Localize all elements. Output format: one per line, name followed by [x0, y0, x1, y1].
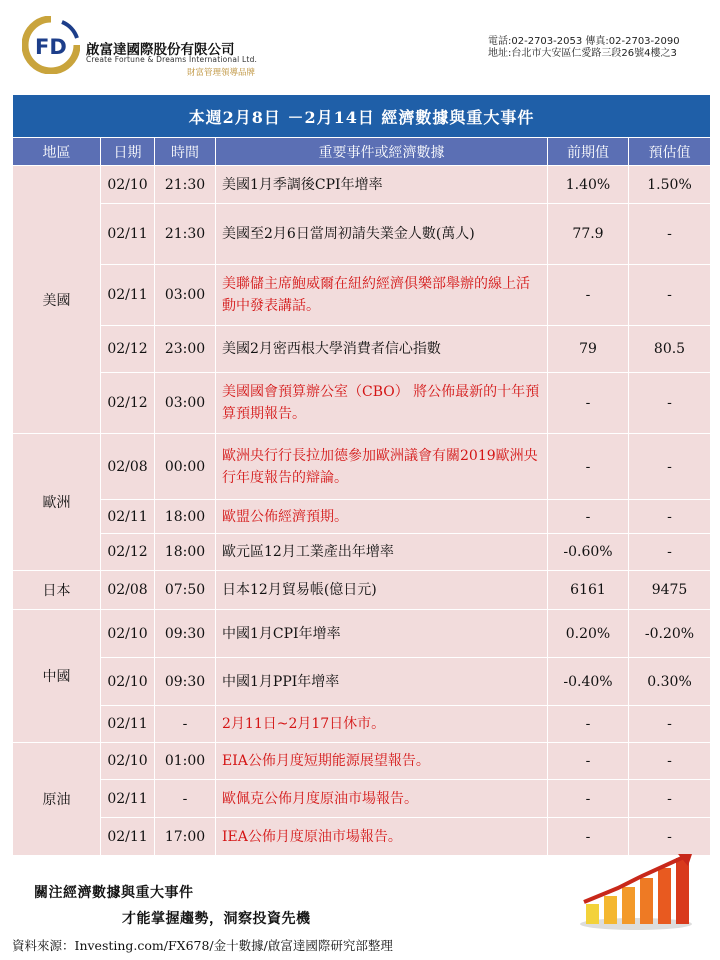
forecast-value-cell: -	[629, 373, 711, 434]
column-header: 預估值	[629, 138, 711, 166]
column-header: 日期	[101, 138, 155, 166]
date-cell: 02/10	[101, 658, 155, 706]
table-row	[13, 743, 711, 780]
forecast-value-cell: 1.50%	[629, 166, 711, 204]
time-cell: 23:00	[155, 326, 216, 373]
previous-value-cell: 79	[548, 326, 629, 373]
date-cell: 02/12	[101, 373, 155, 434]
time-cell: 01:00	[155, 743, 216, 780]
previous-value-cell: -	[548, 373, 629, 434]
date-cell: 02/11	[101, 500, 155, 534]
table-body	[13, 166, 711, 856]
contact-address: 地址:台北市大安區仁愛路三段26號4樓之3	[488, 48, 677, 59]
event-cell: EIA公佈月度短期能源展望報告。	[216, 743, 548, 780]
date-cell: 02/11	[101, 204, 155, 265]
date-cell: 02/11	[101, 265, 155, 326]
region-cell: 中國	[13, 610, 101, 743]
previous-value-cell: 1.40%	[548, 166, 629, 204]
previous-value-cell: -0.40%	[548, 658, 629, 706]
column-header: 重要事件或經濟數據	[216, 138, 548, 166]
time-cell: 18:00	[155, 534, 216, 571]
event-cell: IEA公佈月度原油市場報告。	[216, 818, 548, 856]
forecast-value-cell: -	[629, 706, 711, 743]
source-note: 資料來源：Investing.com/FX678/金十數據/啟富達國際研究部整理	[12, 938, 393, 953]
date-cell: 02/10	[101, 743, 155, 780]
time-cell: 00:00	[155, 434, 216, 500]
table-row	[13, 706, 711, 743]
previous-value-cell: -	[548, 780, 629, 818]
footer-slogan-2: 才能掌握趨勢，洞察投資先機	[122, 911, 311, 927]
table-row	[13, 571, 711, 610]
column-header: 地區	[13, 138, 101, 166]
event-cell: 美國2月密西根大學消費者信心指數	[216, 326, 548, 373]
date-cell: 02/12	[101, 326, 155, 373]
table-row	[13, 326, 711, 373]
company-name-cn: 啟富達國際股份有限公司	[86, 42, 235, 58]
time-cell: 21:30	[155, 204, 216, 265]
event-cell: 美國1月季調後CPI年增率	[216, 166, 548, 204]
forecast-value-cell: -	[629, 818, 711, 856]
previous-value-cell: -	[548, 743, 629, 780]
date-cell: 02/11	[101, 706, 155, 743]
forecast-value-cell: -	[629, 265, 711, 326]
page-header	[0, 0, 720, 90]
date-cell: 02/08	[101, 571, 155, 610]
time-cell: 21:30	[155, 166, 216, 204]
time-cell: 18:00	[155, 500, 216, 534]
forecast-value-cell: -	[629, 743, 711, 780]
previous-value-cell: 6161	[548, 571, 629, 610]
event-cell: 歐佩克公佈月度原油市場報告。	[216, 780, 548, 818]
time-cell: 17:00	[155, 818, 216, 856]
event-cell: 歐洲央行行長拉加德參加歐洲議會有關2019歐洲央行年度報告的辯論。	[216, 434, 548, 500]
table-row	[13, 610, 711, 658]
date-cell: 02/11	[101, 780, 155, 818]
table-title: 本週2月8日 －2月14日 經濟數據與重大事件	[13, 95, 711, 138]
table-row	[13, 534, 711, 571]
date-cell: 02/12	[101, 534, 155, 571]
event-cell: 中國1月CPI年增率	[216, 610, 548, 658]
events-table	[12, 94, 711, 856]
forecast-value-cell: 0.30%	[629, 658, 711, 706]
event-cell: 美國至2月6日當周初請失業金人數(萬人)	[216, 204, 548, 265]
forecast-value-cell: -	[629, 500, 711, 534]
previous-value-cell: 77.9	[548, 204, 629, 265]
time-cell: 03:00	[155, 265, 216, 326]
region-cell: 美國	[13, 166, 101, 434]
forecast-value-cell: 9475	[629, 571, 711, 610]
table-row	[13, 166, 711, 204]
company-logo-icon	[22, 16, 80, 74]
table-row	[13, 434, 711, 500]
table-row	[13, 780, 711, 818]
time-cell: 09:30	[155, 610, 216, 658]
time-cell: 07:50	[155, 571, 216, 610]
time-cell: -	[155, 780, 216, 818]
region-cell: 原油	[13, 743, 101, 856]
event-cell: 日本12月貿易帳(億日元)	[216, 571, 548, 610]
table-row	[13, 204, 711, 265]
column-header: 時間	[155, 138, 216, 166]
forecast-value-cell: 80.5	[629, 326, 711, 373]
logo-letters: FD	[35, 35, 67, 59]
table-row	[13, 500, 711, 534]
company-name-en: Create Fortune & Dreams International Ltd.	[86, 55, 258, 64]
previous-value-cell: -	[548, 265, 629, 326]
table-row	[13, 658, 711, 706]
table-row	[13, 265, 711, 326]
table-row	[13, 373, 711, 434]
time-cell: -	[155, 706, 216, 743]
forecast-value-cell: -	[629, 204, 711, 265]
event-cell: 美國國會預算辦公室（CBO） 將公佈最新的十年預算預期報告。	[216, 373, 548, 434]
contact-phone: 電話:02-2703-2053 傳真:02-2703-2090	[488, 36, 680, 47]
previous-value-cell: -0.60%	[548, 534, 629, 571]
event-cell: 2月11日~2月17日休市。	[216, 706, 548, 743]
previous-value-cell: -	[548, 434, 629, 500]
contact-info	[488, 36, 680, 60]
region-cell: 歐洲	[13, 434, 101, 571]
date-cell: 02/10	[101, 166, 155, 204]
time-cell: 09:30	[155, 658, 216, 706]
previous-value-cell: 0.20%	[548, 610, 629, 658]
date-cell: 02/08	[101, 434, 155, 500]
table-row	[13, 818, 711, 856]
date-cell: 02/11	[101, 818, 155, 856]
previous-value-cell: -	[548, 818, 629, 856]
footer-slogan-1: 關注經濟數據與重大事件	[34, 885, 194, 901]
region-cell: 日本	[13, 571, 101, 610]
event-cell: 美聯儲主席鮑威爾在紐約經濟俱樂部舉辦的線上活動中發表講話。	[216, 265, 548, 326]
event-cell: 中國1月PPI年增率	[216, 658, 548, 706]
time-cell: 03:00	[155, 373, 216, 434]
company-slogan: 財富管理領導品牌	[187, 68, 256, 78]
forecast-value-cell: -	[629, 434, 711, 500]
date-cell: 02/10	[101, 610, 155, 658]
previous-value-cell: -	[548, 706, 629, 743]
column-header: 前期值	[548, 138, 629, 166]
table-header-row	[13, 138, 711, 166]
forecast-value-cell: -	[629, 780, 711, 818]
forecast-value-cell: -0.20%	[629, 610, 711, 658]
event-cell: 歐元區12月工業產出年增率	[216, 534, 548, 571]
previous-value-cell: -	[548, 500, 629, 534]
forecast-value-cell: -	[629, 534, 711, 571]
growth-bars-icon	[578, 854, 698, 932]
event-cell: 歐盟公佈經濟預期。	[216, 500, 548, 534]
